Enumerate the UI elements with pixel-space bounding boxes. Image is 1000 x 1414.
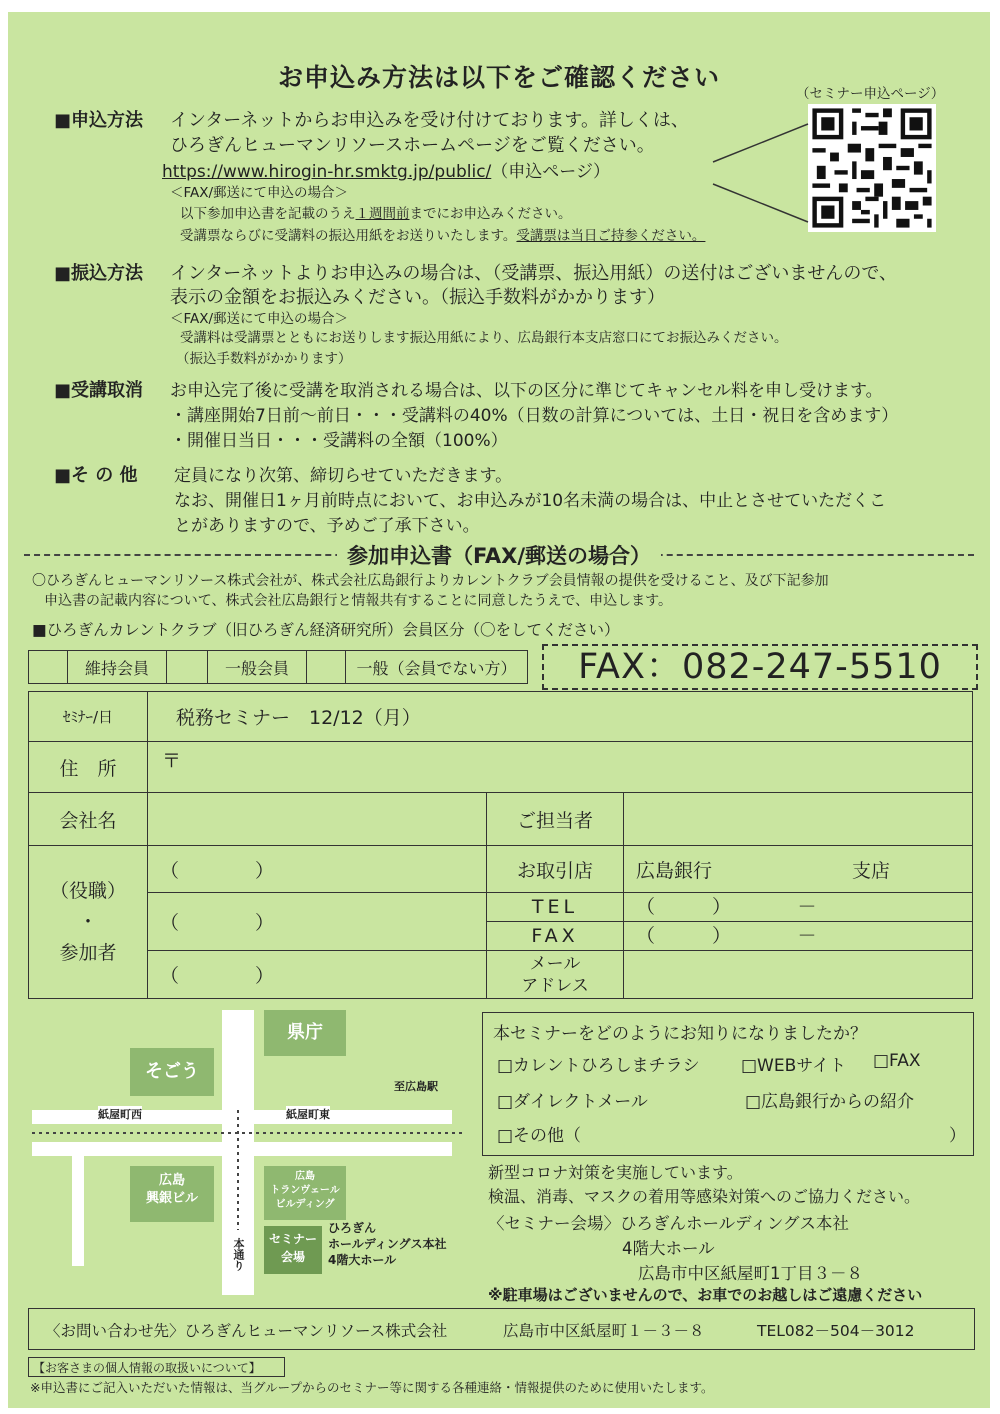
participant-3[interactable]: （ ）	[148, 951, 487, 999]
apply-line2: ひろぎんヒューマンリソースホームページをご覧ください。	[170, 135, 655, 156]
privacy-head: 【お客さまの個人情報の取扱いについて】	[33, 1361, 261, 1375]
survey-opt-flyer[interactable]: □カレントひろしまチラシ	[497, 1056, 700, 1076]
tel-label: TEL	[487, 893, 624, 921]
flyer-page	[8, 12, 990, 1408]
qr-pointer-lines	[708, 112, 813, 232]
map-to-station: 至広島駅	[394, 1080, 438, 1093]
map-sogo: そごう	[130, 1048, 214, 1096]
fax-field[interactable]: （ ） －	[636, 925, 817, 947]
page-title: お申込み方法は以下をご確認ください	[277, 63, 720, 92]
map-kencho: 県庁	[264, 1010, 346, 1056]
qr-code[interactable]	[808, 104, 936, 232]
member-opt2: 一般会員	[208, 651, 307, 684]
fax-label: FAX	[487, 922, 624, 950]
cancel-label: ■受講取消	[54, 380, 144, 401]
cancel-line1: お申込完了後に受講を取消される場合は、以下の区分に準じてキャンセル料を申し受けます。	[170, 381, 883, 401]
member-check-3[interactable]	[307, 651, 346, 684]
seminar-value: 税務セミナー 12/12（月）	[148, 692, 973, 742]
address-field[interactable]: 〒	[148, 742, 973, 793]
form-title-wrap	[8, 540, 990, 570]
map-venue: セミナー 会場	[264, 1226, 322, 1274]
survey-box	[482, 1012, 974, 1156]
survey-opt-bank[interactable]: □広島銀行からの紹介	[745, 1092, 915, 1112]
qr-label: （セミナー申込ページ）	[796, 86, 945, 102]
map-hondori: 本通り	[232, 1238, 245, 1271]
member-opt3: 一般（会員でない方）	[346, 651, 528, 684]
other-line1: 定員になり次第、締切らせていただきます。	[174, 466, 513, 486]
participant-2[interactable]: （ ）	[148, 893, 487, 951]
contact-label: ご担当者	[487, 793, 624, 846]
apply-fax-line2: 受講票ならびに受講料の振込用紙をお送りいたします。受講票は当日ご持参ください。	[180, 228, 706, 244]
member-opt1: 維持会員	[68, 651, 167, 684]
survey-opt-other[interactable]: □その他（	[497, 1126, 582, 1146]
contact-field[interactable]	[624, 793, 973, 846]
fax-number: FAX：082-247-5510	[542, 644, 978, 690]
member-check-1[interactable]	[29, 651, 68, 684]
corona-line2: 検温、消毒、マスクの着用等感染対策へのご協力ください。	[488, 1187, 921, 1206]
map-tranvert-building: 広島 トランヴェール ビルディング	[264, 1166, 346, 1220]
mail-field[interactable]	[624, 951, 973, 999]
contact-box	[28, 1308, 975, 1350]
survey-opt-dm[interactable]: □ダイレクトメール	[497, 1092, 648, 1112]
survey-opt-other-close: ）	[949, 1126, 966, 1146]
participant-label: （役職） ・ 参加者	[29, 846, 148, 999]
privacy-text: ※申込書にご記入いただいた情報は、当グループからのセミナー等に関する各種連絡・情報提供のために使用いたします。	[30, 1380, 714, 1395]
map-hq-label: ひろぎん ホールディングス本社 4階大ホール	[328, 1221, 447, 1267]
tel-fax-cells	[487, 893, 973, 951]
other-line2: なお、開催日1ヶ月前時点において、お申込みが10名未満の場合は、中止とさせていただくこ	[174, 491, 887, 511]
transfer-label: ■振込方法	[54, 263, 144, 284]
transfer-fax-head: ＜FAX/郵送にて申込の場合＞	[170, 311, 349, 327]
survey-question: 本セミナーをどのようにお知りになりましたか？	[493, 1024, 867, 1044]
map-kamiyacho-higashi: 紙屋町東	[286, 1108, 330, 1121]
apply-url-link[interactable]: https://www.hirogin-hr.smktg.jp/public/	[162, 162, 492, 182]
apply-url-suffix: （申込ページ）	[491, 162, 610, 182]
consent-line1: 〇ひろぎんヒューマンリソース株式会社が、株式会社広島銀行よりカレントクラブ会員情報の提供を受けること、及び下記参加	[32, 573, 829, 589]
venue-map	[32, 1010, 472, 1300]
apply-label: ■申込方法	[54, 110, 144, 131]
apply-line1: インターネットからお申込みを受け付けております。詳しくは、	[170, 110, 689, 131]
apply-fax-head: ＜FAX/郵送にて申込の場合＞	[170, 185, 349, 201]
transfer-line1: インターネットよりお申込みの場合は、（受講票、振込用紙）の送付はございませんので、	[170, 263, 898, 284]
privacy-head-box	[28, 1357, 285, 1377]
member-table	[28, 650, 528, 684]
venue-head: 〈セミナー会場〉ひろぎんホールディングス本社	[488, 1214, 849, 1233]
map-kamiyacho-nishi: 紙屋町西	[98, 1108, 142, 1121]
venue-hall: 4階大ホール	[622, 1239, 715, 1258]
other-line3: とがありますので、予めご了承下さい。	[174, 516, 480, 536]
transfer-line2: 表示の金額をお振込みください。（振込手数料がかかります）	[170, 287, 665, 308]
parking-note: ※駐車場はございませんので、お車でのお越しはご遠慮ください	[488, 1286, 923, 1304]
survey-opt-fax[interactable]: □FAX	[873, 1051, 921, 1071]
other-label: ■そ の 他	[54, 465, 138, 486]
member-check-2[interactable]	[167, 651, 208, 684]
form-title: 参加申込書（FAX/郵送の場合）	[337, 544, 661, 568]
transfer-fax-line2: （振込手数料がかかります）	[176, 351, 352, 367]
consent-line2: 申込書の記載内容について、株式会社広島銀行と情報共有することに同意したうえで、申込します。	[44, 593, 673, 609]
bank-label: お取引店	[487, 846, 624, 893]
company-label: 会社名	[29, 793, 148, 846]
transfer-fax-line1: 受講料は受講票とともにお送りします振込用紙により、広島銀行本支店窓口にてお振込みください。	[180, 330, 788, 346]
seminar-label: ｾﾐﾅｰ/日	[29, 692, 148, 742]
cancel-line3: ・開催日当日・・・受講料の全額（100%）	[170, 431, 508, 451]
cancel-line2: ・講座開始7日前～前日・・・受講料の40%（日数の計算については、土日・祝日を含めます）	[170, 406, 899, 426]
address-label: 住 所	[29, 742, 148, 793]
participant-1[interactable]: （ ）	[148, 846, 487, 893]
tel-field[interactable]: （ ） －	[636, 896, 817, 918]
member-head: ■ひろぎんカレントクラブ（旧ひろぎん経済研究所）会員区分（〇をしてください）	[32, 621, 620, 639]
company-field[interactable]	[148, 793, 487, 846]
apply-fax-line1: 以下参加申込書を記載のうえ１週間前までにお申込みください。	[180, 206, 572, 222]
corona-line1: 新型コロナ対策を実施しています。	[488, 1163, 743, 1182]
venue-address: 広島市中区紙屋町1丁目３－８	[638, 1264, 863, 1283]
contact-label: 〈お問い合わせ先〉ひろぎんヒューマンリソース株式会社	[45, 1322, 448, 1340]
bank-field[interactable]: 広島銀行 支店	[624, 846, 973, 893]
mail-label: メール アドレス	[487, 951, 624, 999]
contact-tel: TEL082－504－3012	[757, 1322, 915, 1340]
application-form	[28, 691, 973, 999]
survey-opt-web[interactable]: □WEBサイト	[741, 1056, 847, 1076]
map-kogin-building: 広島 興銀ビル	[130, 1166, 214, 1222]
contact-address: 広島市中区紙屋町１－３－８	[503, 1322, 705, 1340]
